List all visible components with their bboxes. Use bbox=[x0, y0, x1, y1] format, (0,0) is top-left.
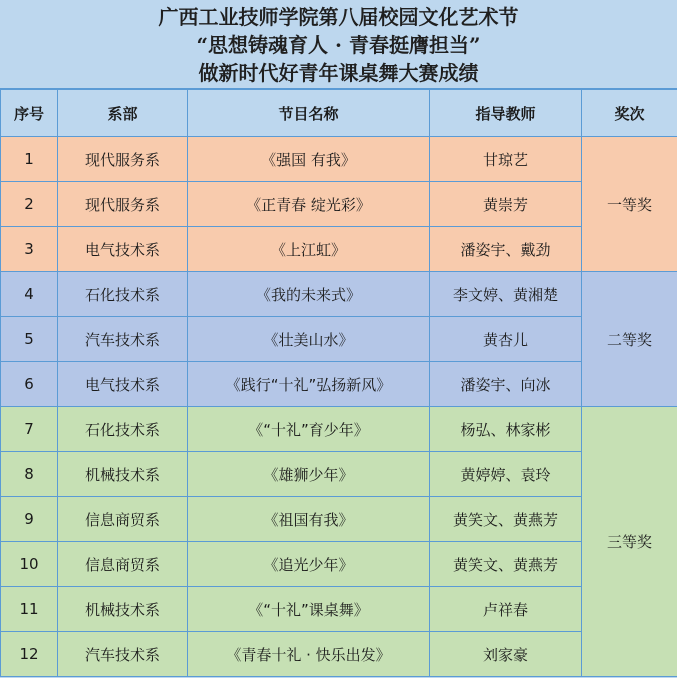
cell-program: 《践行“十礼”弘扬新风》 bbox=[188, 362, 430, 407]
award-second: 二等奖 bbox=[582, 272, 677, 407]
cell-program: 《雄狮少年》 bbox=[188, 452, 430, 497]
cell-teacher: 潘姿宇、向冰 bbox=[430, 362, 582, 407]
table-row bbox=[1, 182, 677, 227]
title-line-3: 做新时代好青年课桌舞大赛成绩 bbox=[198, 61, 479, 85]
cell-program: 《正青春 绽光彩》 bbox=[188, 182, 430, 227]
cell-no: 7 bbox=[1, 407, 58, 452]
cell-no: 1 bbox=[1, 137, 58, 182]
award-third: 三等奖 bbox=[582, 407, 677, 677]
cell-program: 《上江虹》 bbox=[188, 227, 430, 272]
header-program: 节目名称 bbox=[188, 90, 430, 137]
cell-teacher: 李文婷、黄湘楚 bbox=[430, 272, 582, 317]
cell-teacher: 黄笑文、黄燕芳 bbox=[430, 542, 582, 587]
table-row bbox=[1, 137, 677, 182]
cell-no: 5 bbox=[1, 317, 58, 362]
header-teacher: 指导教师 bbox=[430, 90, 582, 137]
table-row bbox=[1, 407, 677, 452]
cell-teacher: 潘姿宇、戴劲 bbox=[430, 227, 582, 272]
award-first: 一等奖 bbox=[582, 137, 677, 272]
title-line-1: 广西工业技师学院第八届校园文化艺术节 bbox=[158, 5, 519, 29]
cell-no: 8 bbox=[1, 452, 58, 497]
cell-dept: 机械技术系 bbox=[58, 587, 188, 632]
cell-program: 《祖国有我》 bbox=[188, 497, 430, 542]
table-row bbox=[1, 272, 677, 317]
cell-dept: 机械技术系 bbox=[58, 452, 188, 497]
cell-dept: 石化技术系 bbox=[58, 272, 188, 317]
cell-no: 4 bbox=[1, 272, 58, 317]
header-no: 序号 bbox=[1, 90, 58, 137]
cell-teacher: 黄崇芳 bbox=[430, 182, 582, 227]
table-row bbox=[1, 497, 677, 542]
cell-teacher: 黄杏儿 bbox=[430, 317, 582, 362]
table-row bbox=[1, 542, 677, 587]
cell-no: 6 bbox=[1, 362, 58, 407]
table-row bbox=[1, 362, 677, 407]
cell-program: 《青春十礼 · 快乐出发》 bbox=[188, 632, 430, 677]
cell-no: 3 bbox=[1, 227, 58, 272]
cell-teacher: 杨弘、林家彬 bbox=[430, 407, 582, 452]
cell-dept: 石化技术系 bbox=[58, 407, 188, 452]
header-dept: 系部 bbox=[58, 90, 188, 137]
cell-program: 《“十礼”课桌舞》 bbox=[188, 587, 430, 632]
cell-dept: 现代服务系 bbox=[58, 137, 188, 182]
table-row bbox=[1, 317, 677, 362]
cell-no: 12 bbox=[1, 632, 58, 677]
cell-teacher: 黄婷婷、袁玲 bbox=[430, 452, 582, 497]
table-row bbox=[1, 632, 677, 677]
header-award: 奖次 bbox=[582, 90, 677, 137]
title-line-2: “思想铸魂育人 · 青春挺膺担当” bbox=[196, 33, 481, 57]
table-header-row bbox=[1, 90, 677, 137]
cell-no: 9 bbox=[1, 497, 58, 542]
cell-dept: 汽车技术系 bbox=[58, 632, 188, 677]
cell-dept: 电气技术系 bbox=[58, 362, 188, 407]
cell-dept: 信息商贸系 bbox=[58, 542, 188, 587]
cell-no: 10 bbox=[1, 542, 58, 587]
table-row bbox=[1, 452, 677, 497]
cell-teacher: 黄笑文、黄燕芳 bbox=[430, 497, 582, 542]
results-table bbox=[0, 89, 677, 677]
cell-dept: 汽车技术系 bbox=[58, 317, 188, 362]
cell-program: 《“十礼”育少年》 bbox=[188, 407, 430, 452]
cell-dept: 现代服务系 bbox=[58, 182, 188, 227]
cell-teacher: 甘琼艺 bbox=[430, 137, 582, 182]
table-row bbox=[1, 227, 677, 272]
cell-program: 《壮美山水》 bbox=[188, 317, 430, 362]
cell-no: 11 bbox=[1, 587, 58, 632]
cell-no: 2 bbox=[1, 182, 58, 227]
table-row bbox=[1, 587, 677, 632]
cell-program: 《强国 有我》 bbox=[188, 137, 430, 182]
cell-dept: 电气技术系 bbox=[58, 227, 188, 272]
cell-teacher: 卢祥春 bbox=[430, 587, 582, 632]
cell-dept: 信息商贸系 bbox=[58, 497, 188, 542]
cell-program: 《追光少年》 bbox=[188, 542, 430, 587]
cell-program: 《我的未来式》 bbox=[188, 272, 430, 317]
cell-teacher: 刘家豪 bbox=[430, 632, 582, 677]
title-block bbox=[0, 0, 677, 89]
